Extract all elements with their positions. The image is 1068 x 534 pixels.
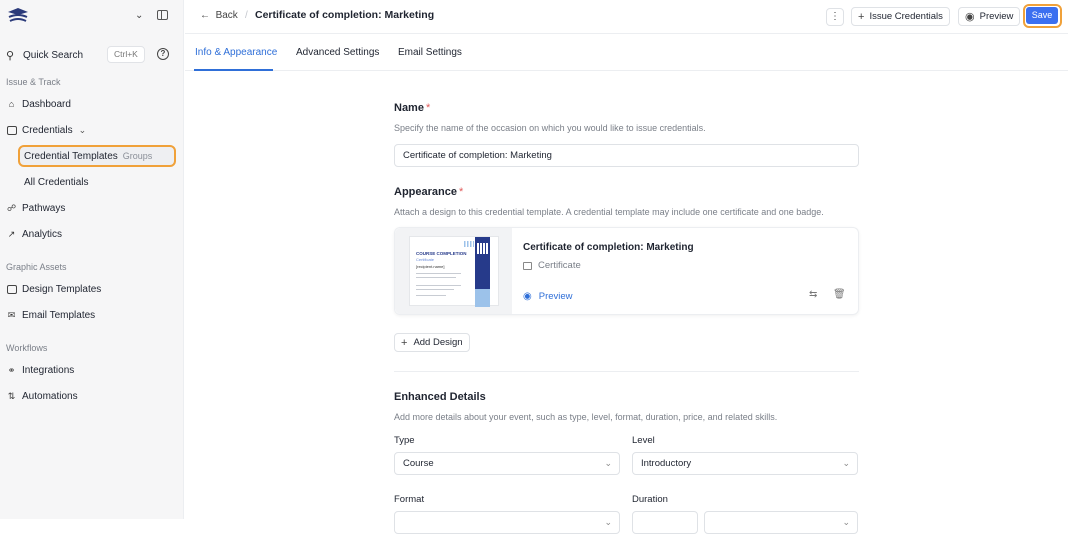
breadcrumb-separator: /: [245, 10, 248, 21]
thumb-line: [416, 285, 461, 286]
brand-logo-icon[interactable]: [6, 6, 30, 26]
quick-search-label: Quick Search: [23, 49, 84, 61]
tab-info-appearance[interactable]: Info & Appearance: [195, 47, 278, 58]
more-options-icon[interactable]: ⋮: [826, 8, 844, 26]
thumb-subheading: Certificate: [416, 257, 435, 262]
replace-icon[interactable]: ⇆: [809, 289, 818, 300]
design-type: [523, 260, 581, 271]
tab-email-settings[interactable]: Email Settings: [398, 47, 462, 58]
certificate-preview-image: [409, 236, 499, 306]
thumb-line: [416, 289, 454, 290]
enhanced-details-label: Enhanced Details: [394, 391, 486, 403]
type-value: Course: [403, 458, 434, 469]
design-type-label: Certificate: [538, 260, 581, 271]
sidebar-item-email-templates[interactable]: [6, 306, 95, 324]
groups-badge: Groups: [122, 151, 153, 161]
arrow-left-icon: ←: [200, 10, 210, 21]
section-divider: [394, 371, 859, 372]
save-highlight: [1023, 4, 1062, 28]
issue-credentials-button[interactable]: [851, 7, 950, 26]
thumb-heading: COURSE COMPLETION: [416, 251, 467, 256]
plug-icon: ⚭: [7, 364, 16, 375]
sidebar: [0, 0, 184, 519]
name-label: [394, 102, 430, 114]
sidebar-item-label: Credential Templates: [24, 150, 118, 162]
type-select[interactable]: [394, 452, 620, 475]
image-icon: [6, 284, 17, 295]
add-design-button[interactable]: [394, 333, 470, 352]
back-label: Back: [215, 10, 238, 21]
design-thumbnail[interactable]: [395, 228, 512, 314]
type-label: Type: [394, 435, 415, 446]
duration-unit-select[interactable]: [704, 511, 858, 534]
credential-icon: [6, 125, 17, 136]
sidebar-item-label: Analytics: [22, 228, 63, 240]
sidebar-item-label: Integrations: [22, 364, 75, 376]
trash-icon[interactable]: 🗑: [833, 289, 846, 300]
level-value: Introductory: [641, 458, 692, 469]
format-select[interactable]: [394, 511, 620, 534]
preview-label: Preview: [979, 11, 1014, 22]
sidebar-item-all-credentials[interactable]: All Credentials: [24, 177, 89, 188]
thumb-line: [416, 273, 461, 274]
quick-search[interactable]: [6, 46, 178, 64]
sidebar-item-label: Dashboard: [22, 98, 71, 110]
analytics-icon: ↗: [7, 228, 16, 239]
tab-bar: [185, 35, 1068, 71]
pathways-icon: ☍: [6, 202, 17, 213]
chevron-down-icon: ⌄: [604, 517, 612, 527]
sidebar-item-analytics[interactable]: [6, 225, 62, 243]
design-preview-link[interactable]: [523, 291, 573, 302]
active-tab-indicator: [194, 69, 273, 71]
format-label: Format: [394, 494, 425, 505]
mail-icon: ✉: [7, 309, 16, 320]
chevron-down-icon: ⌄: [604, 458, 612, 468]
chevron-down-icon[interactable]: ⌄: [135, 10, 144, 21]
chevron-down-icon: ⌄: [842, 458, 850, 468]
appearance-description: Attach a design to this credential template. A credential template may include one certificate and one badge.: [394, 207, 824, 217]
sidebar-item-credential-templates[interactable]: [18, 145, 176, 167]
chevron-down-icon: ⌄: [842, 517, 850, 527]
appearance-label: [394, 186, 463, 198]
back-button[interactable]: [200, 10, 238, 21]
required-marker: *: [425, 102, 431, 114]
design-card: [394, 227, 859, 315]
eye-icon: ◉: [965, 11, 975, 23]
thumb-recipient: [recipient.name]: [416, 264, 445, 269]
sidebar-item-pathways[interactable]: [6, 199, 65, 217]
section-issue-track: Issue & Track: [6, 77, 61, 87]
plus-icon: +: [401, 336, 408, 349]
name-description: Specify the name of the occasion on which you would like to issue credentials.: [394, 123, 706, 133]
automation-icon: ⇅: [7, 390, 16, 401]
duration-label: Duration: [632, 494, 668, 505]
sidebar-item-dashboard[interactable]: [6, 95, 71, 113]
page-title: Certificate of completion: Marketing: [255, 9, 435, 21]
thumb-line: [416, 277, 456, 278]
sidebar-item-label: Design Templates: [22, 283, 102, 295]
section-workflows: Workflows: [6, 343, 48, 353]
chevron-down-icon: ⌄: [78, 124, 87, 135]
eye-icon: ◉: [523, 291, 532, 302]
top-bar: [185, 0, 1068, 34]
tab-advanced-settings[interactable]: Advanced Settings: [296, 47, 380, 58]
enhanced-details-description: Add more details about your event, such as type, level, format, duration, price, and related skills.: [394, 412, 778, 422]
sidebar-item-label: Email Templates: [22, 309, 96, 321]
qr-code-icon: [477, 243, 488, 254]
preview-button[interactable]: [958, 7, 1020, 26]
sidebar-item-integrations[interactable]: [6, 361, 74, 379]
sidebar-item-credentials[interactable]: [6, 121, 86, 139]
help-icon[interactable]: ?: [157, 48, 169, 60]
thumb-line: [416, 295, 446, 296]
level-label: Level: [632, 435, 655, 446]
plus-icon: +: [858, 10, 865, 23]
required-marker: *: [458, 186, 464, 198]
name-input[interactable]: Certificate of completion: Marketing: [394, 144, 859, 167]
thumb-side-bar-light: [475, 289, 490, 307]
sidebar-item-design-templates[interactable]: [6, 280, 101, 298]
issue-credentials-label: Issue Credentials: [869, 11, 943, 22]
search-icon: ⚲: [6, 49, 15, 62]
thumb-decoration: [464, 241, 474, 247]
name-label-text: Name: [394, 102, 424, 114]
add-design-label: Add Design: [413, 337, 463, 348]
appearance-label-text: Appearance: [394, 186, 457, 198]
certificate-icon: [523, 262, 532, 270]
sidebar-item-label: Automations: [22, 390, 78, 402]
section-graphic-assets: Graphic Assets: [6, 262, 67, 272]
sidebar-toggle-icon[interactable]: [157, 10, 168, 20]
sidebar-item-label: Credentials: [22, 124, 73, 136]
sidebar-item-label: Pathways: [22, 202, 66, 214]
duration-amount-input[interactable]: [632, 511, 698, 534]
design-preview-label: Preview: [538, 291, 573, 302]
design-title: Certificate of completion: Marketing: [523, 242, 694, 253]
shortcut-badge: Ctrl+K: [107, 46, 145, 63]
home-icon: ⌂: [8, 99, 15, 109]
level-select[interactable]: [632, 452, 858, 475]
sidebar-item-automations[interactable]: [6, 387, 78, 405]
save-button[interactable]: Save: [1026, 7, 1058, 24]
